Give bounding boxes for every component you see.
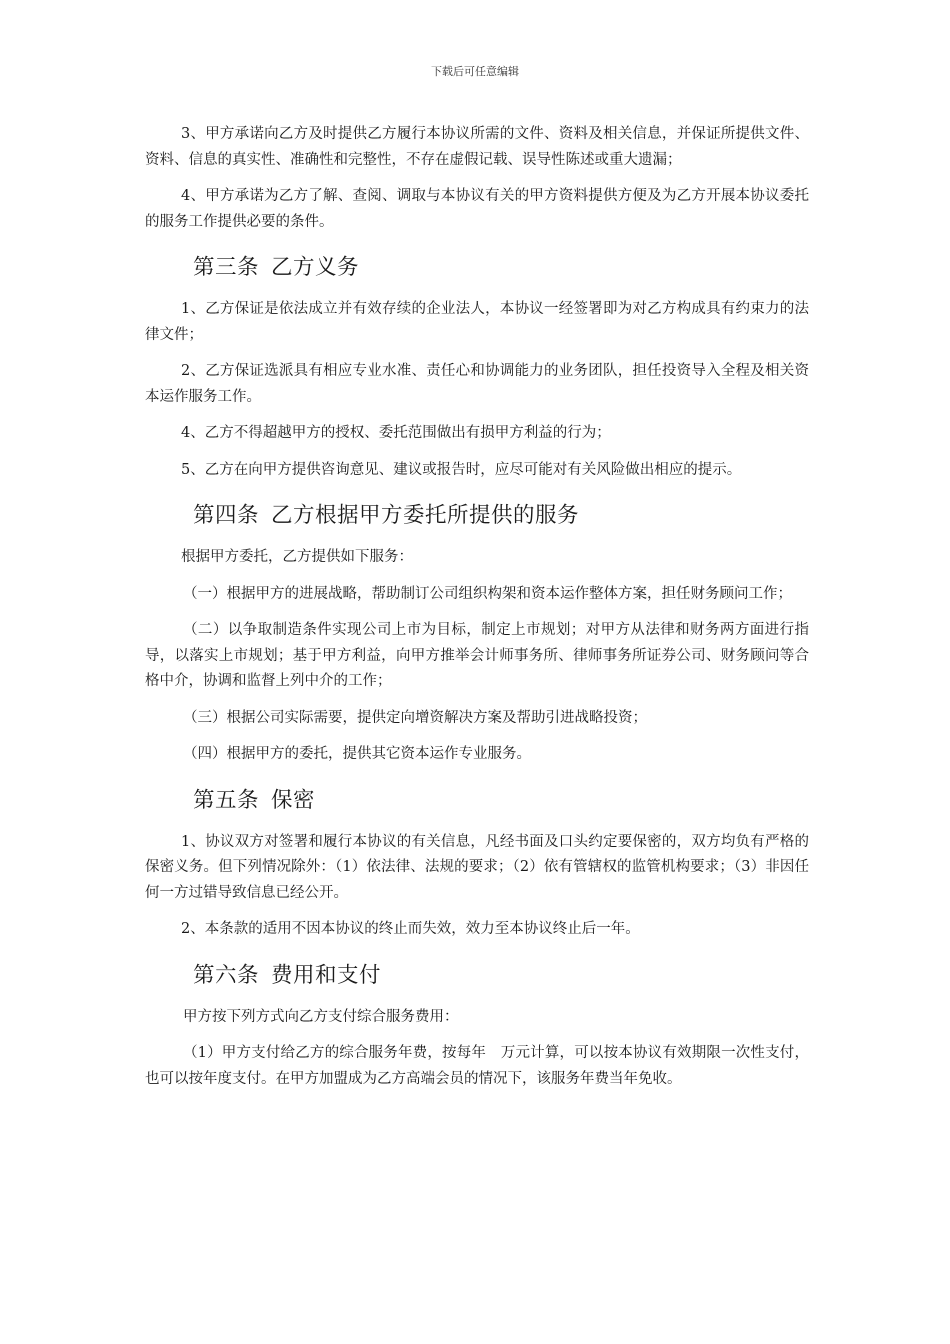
section-title: 乙方义务	[271, 255, 360, 280]
paragraph: 4、甲方承诺为乙方了解、查阅、调取与本协议有关的甲方资料提供方便及为乙方开展本协议委托的服务工作提供必要的条件。	[145, 188, 809, 230]
section-heading	[193, 961, 809, 991]
paragraph: 4、乙方不得超越甲方的授权、委托范围做出有损甲方利益的行为；	[181, 425, 611, 441]
section-title: 费用和支付	[271, 962, 382, 988]
paragraph: 2、乙方保证选派具有相应专业水准、责任心和协调能力的业务团队，担任投资导入全程及相关资本运作服务工作。	[145, 363, 809, 405]
paragraph: （1）甲方支付给乙方的综合服务年费，按每年 万元计算，可以按本协议有效期限一次性支付，也可以按年度支付。在甲方加盟成为乙方高端会员的情况下，该服务年费当年免收。	[145, 1045, 809, 1087]
document-body	[145, 122, 809, 1103]
section-heading	[193, 786, 809, 816]
paragraph: 5、乙方在向甲方提供咨询意见、建议或报告时，应尽可能对有关风险做出相应的提示。	[181, 461, 742, 478]
section-number: 第五条	[193, 787, 260, 813]
paragraph: （二）以争取制造条件实现公司上市为目标，制定上市规划；对甲方从法律和财务两方面进行指导，以落实上市规划；基于甲方利益，向甲方推举会计师事务所、律师事务所证券公司、财务顾问等合格中介，协调和监督上列中介的工作；	[145, 622, 809, 689]
paragraph: （一）根据甲方的进展战略，帮助制订公司组织构架和资本运作整体方案，担任财务顾问工作；	[183, 585, 792, 602]
page-header: 下载后可任意编辑	[431, 65, 519, 78]
paragraph: （四）根据甲方的委托，提供其它资本运作专业服务。	[183, 746, 531, 762]
paragraph: 3、甲方承诺向乙方及时提供乙方履行本协议所需的文件、资料及相关信息，并保证所提供文件、资料、信息的真实性、准确性和完整性，不存在虚假记载、误导性陈述或重大遗漏；	[145, 126, 809, 168]
section-number: 第四条	[193, 503, 260, 528]
paragraph: 根据甲方委托，乙方提供如下服务：	[181, 549, 413, 565]
section-number: 第六条	[193, 962, 260, 988]
section-title: 乙方根据甲方委托所提供的服务	[271, 503, 580, 528]
paragraph: 甲方按下列方式向乙方支付综合服务费用：	[183, 1008, 459, 1025]
paragraph: 1、乙方保证是依法成立并有效存续的企业法人，本协议一经签署即为对乙方构成具有约束力的法律文件；	[145, 301, 809, 343]
paragraph: （三）根据公司实际需要，提供定向增资解决方案及帮助引进战略投资；	[183, 709, 647, 726]
section-number: 第三条	[193, 255, 260, 280]
paragraph: 2、本条款的适用不因本协议的终止而失效，效力至本协议终止后一年。	[181, 921, 640, 937]
section-heading	[193, 501, 809, 531]
section-title: 保密	[271, 787, 316, 813]
paragraph: 1、协议双方对签署和履行本协议的有关信息，凡经书面及口头约定要保密的，双方均负有严格的保密义务。但下列情况除外：（1）依法律、法规的要求；（2）依有管辖权的监管机构要求；（3）非因任何一方过错导致信息已经公开。	[145, 833, 809, 901]
section-heading	[193, 253, 809, 283]
